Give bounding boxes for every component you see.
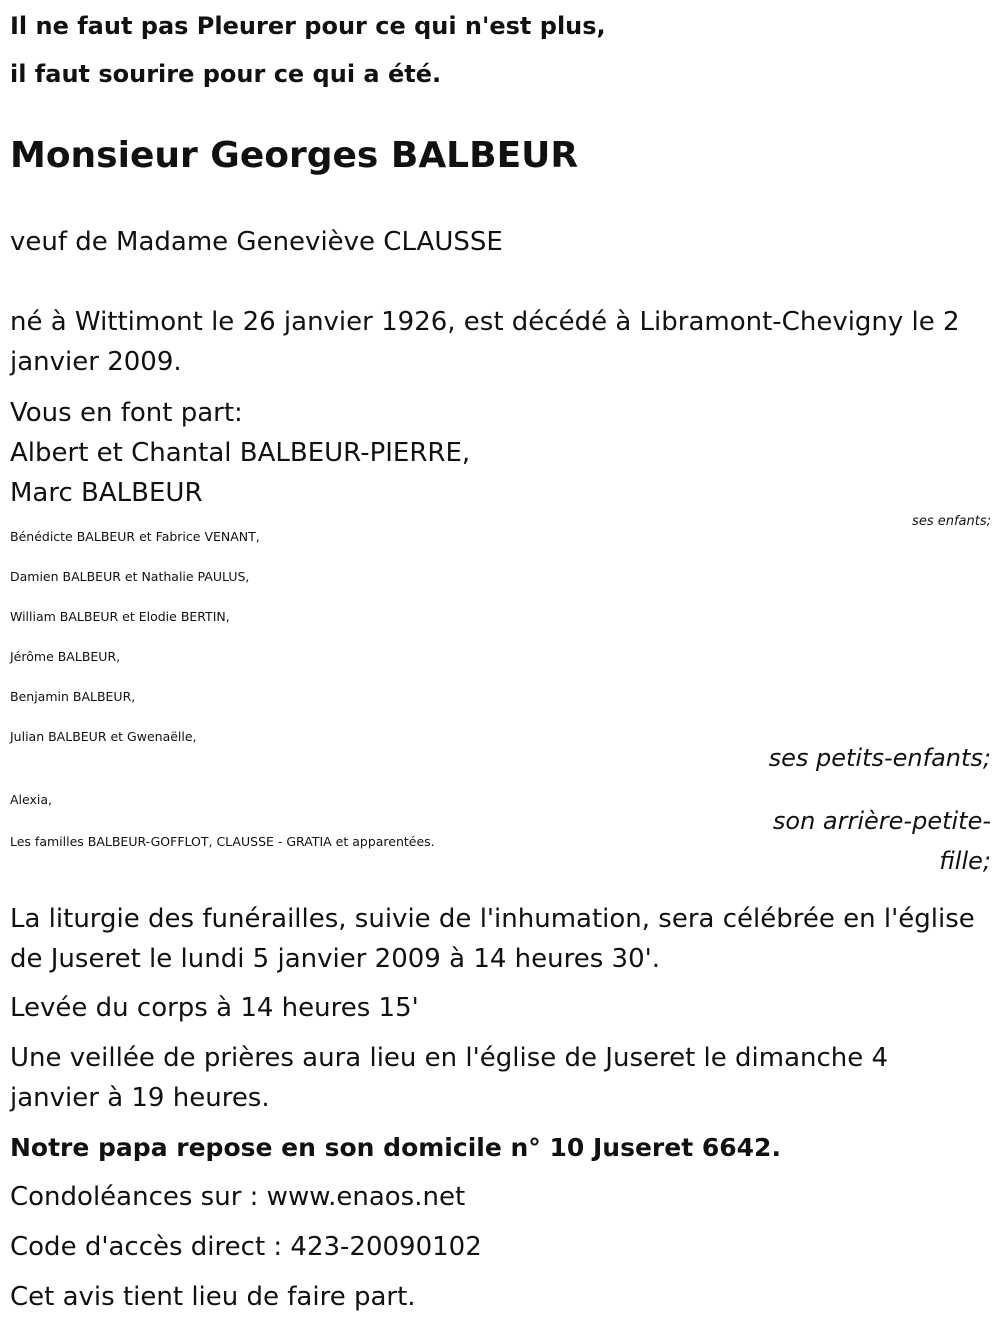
- announcers-intro: Vous en font part:: [10, 398, 243, 428]
- great-granddaughter-name: Alexia,: [10, 792, 52, 807]
- families-line: Les familles BALBEUR-GOFFLOT, CLAUSSE - GRATIA et apparentées.: [10, 834, 435, 849]
- liturgy-text: La liturgie des funérailles, suivie de l'inhumation, sera célébrée en l'église de Juseret le lundi 5 janvier 2009 à 14 heures 30'.: [10, 904, 975, 974]
- condolences-text: Condoléances sur : www.enaos.net: [10, 1182, 466, 1212]
- widower-line: veuf de Madame Geneviève CLAUSSE: [10, 227, 503, 257]
- grandchild-name: Jérôme BALBEUR,: [10, 649, 121, 664]
- quote-line-1: Il ne faut pas Pleurer pour ce qui n'est plus,: [10, 12, 606, 40]
- grandchild-name: William BALBEUR et Elodie BERTIN,: [10, 609, 230, 624]
- vigil-text: Une veillée de prières aura lieu en l'église de Juseret le dimanche 4 janvier à 19 heures.: [10, 1043, 889, 1113]
- children-role-label: ses enfants;: [912, 514, 991, 529]
- notice-text: Cet avis tient lieu de faire part.: [10, 1282, 416, 1312]
- access-code-text: Code d'accès direct : 423-20090102: [10, 1232, 482, 1262]
- great-granddaughter-role-label-cont: fille;: [939, 847, 991, 875]
- deceased-name: Monsieur Georges BALBEUR: [10, 135, 579, 176]
- levee-text: Levée du corps à 14 heures 15': [10, 993, 419, 1023]
- rest-location-text: Notre papa repose en son domicile n° 10 Juseret 6642.: [10, 1133, 781, 1162]
- grandchild-name: Benjamin BALBEUR,: [10, 689, 136, 704]
- birth-death-text: né à Wittimont le 26 janvier 1926, est décédé à Libramont-Chevigny le 2 janvier 2009.: [10, 307, 960, 377]
- child-name: Marc BALBEUR: [10, 478, 203, 508]
- quote-line-2: il faut sourire pour ce qui a été.: [10, 60, 442, 88]
- child-name: Albert et Chantal BALBEUR-PIERRE,: [10, 438, 471, 468]
- great-granddaughter-role-label: son arrière-petite-: [772, 807, 991, 835]
- grandchildren-role-label: ses petits-enfants;: [768, 744, 991, 772]
- grandchild-name: Bénédicte BALBEUR et Fabrice VENANT,: [10, 529, 260, 544]
- grandchild-name: Julian BALBEUR et Gwenaëlle,: [10, 729, 197, 744]
- grandchild-name: Damien BALBEUR et Nathalie PAULUS,: [10, 569, 250, 584]
